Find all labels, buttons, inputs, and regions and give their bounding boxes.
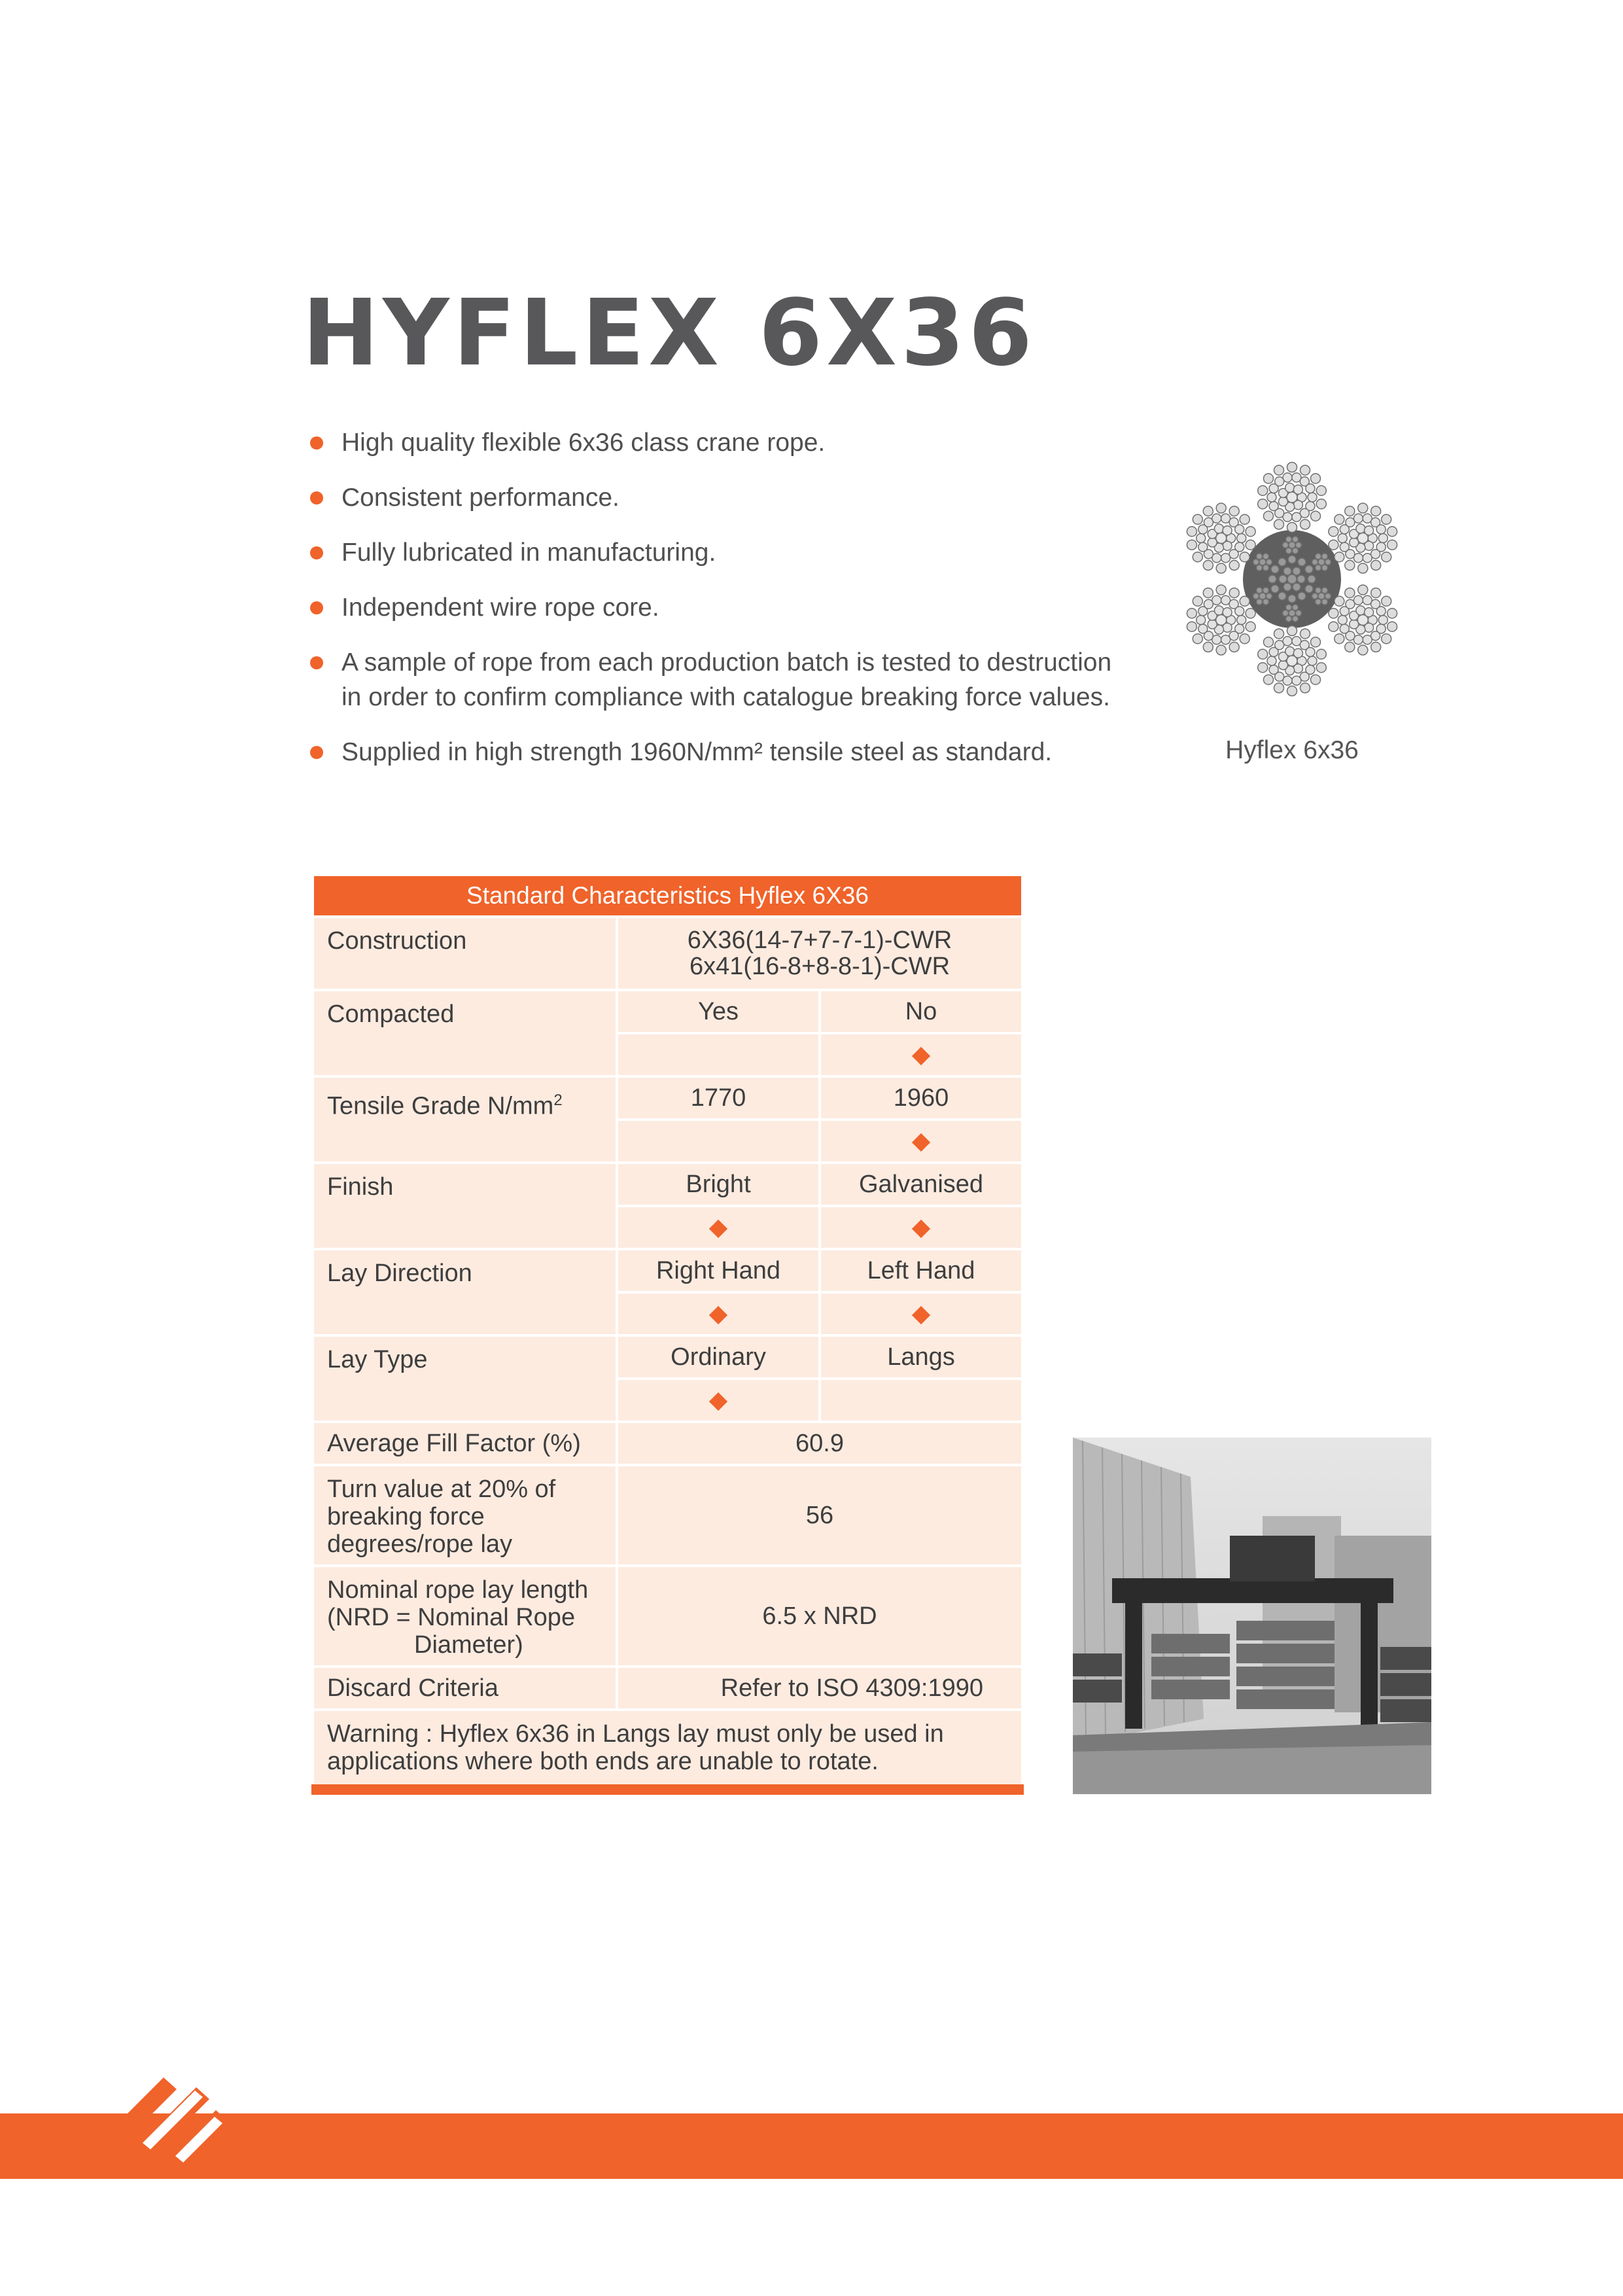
rope-wire <box>1363 635 1372 645</box>
rope-wire <box>1316 649 1326 659</box>
rope-wire <box>1257 588 1263 593</box>
rope-wire <box>1263 599 1269 605</box>
rope-wire <box>1193 514 1202 524</box>
rope-wire <box>1297 575 1305 583</box>
option-cell: 1770 <box>617 1076 820 1120</box>
rope-wire <box>1316 486 1326 495</box>
rope-wire <box>1223 541 1232 550</box>
rope-wire <box>1311 511 1321 521</box>
rope-wire <box>1340 624 1349 633</box>
rope-wire <box>1257 565 1263 571</box>
rope-wire <box>1387 622 1397 631</box>
rope-wire <box>1286 537 1292 542</box>
rope-wire <box>1382 596 1391 606</box>
rope-wire <box>1258 486 1268 495</box>
rope-wire <box>1371 506 1381 516</box>
rope-wire <box>1287 523 1297 533</box>
fill-factor-value: 60.9 <box>617 1422 1022 1465</box>
option-cell: 1960 <box>820 1076 1022 1120</box>
rope-wire <box>1271 565 1279 573</box>
rope-wire <box>1338 616 1347 625</box>
rope-wire <box>1283 637 1292 646</box>
diamond-marker-icon <box>912 1219 930 1237</box>
feature-list <box>307 425 1132 790</box>
rope-wire <box>1292 676 1301 685</box>
rope-wire <box>1287 686 1297 696</box>
rope-wire <box>1259 559 1266 565</box>
page-title: HYFLEX 6X36 <box>302 280 1036 387</box>
rope-wire <box>1293 648 1302 658</box>
rope-wire <box>1198 542 1208 552</box>
table-row <box>313 1422 1022 1465</box>
rope-wire <box>1187 622 1196 631</box>
lay-type-label: Lay Type <box>313 1335 617 1422</box>
rope-wire <box>1283 567 1291 575</box>
rope-wire <box>1266 559 1272 565</box>
rope-wire <box>1263 588 1269 593</box>
rope-wire <box>1196 534 1206 543</box>
rope-wire <box>1305 585 1313 593</box>
rope-wire <box>1286 548 1292 554</box>
rope-wire <box>1246 527 1255 537</box>
rope-wire <box>1376 607 1386 616</box>
bullet-icon <box>310 746 323 759</box>
rope-wire <box>1283 542 1289 548</box>
rope-wire <box>1187 527 1196 537</box>
rope-wire <box>1350 620 1359 629</box>
rope-wire <box>1318 593 1325 599</box>
rope-wire <box>1266 593 1272 599</box>
rope-wire <box>1316 554 1321 559</box>
bullet-icon <box>310 601 323 614</box>
gantry-crane-photo <box>1073 1438 1431 1794</box>
rope-wire <box>1283 583 1291 591</box>
rope-wire <box>1311 637 1321 647</box>
rope-wire <box>1322 554 1328 559</box>
rope-wire <box>1376 525 1386 534</box>
table-row <box>313 917 1022 990</box>
table-header-row <box>313 875 1022 917</box>
rope-wire <box>1288 595 1296 603</box>
compacted-label: Compacted <box>313 990 617 1076</box>
brand-stripes-logo <box>105 2058 236 2176</box>
rope-wire <box>1325 593 1331 599</box>
rope-wire <box>1208 620 1217 629</box>
rope-wire <box>1358 563 1368 573</box>
rope-wire <box>1216 645 1226 655</box>
rope-wire <box>1292 512 1301 521</box>
feature-item: Supplied in high strength 1960N/mm² tensile steel as standard. <box>307 735 1132 769</box>
table-row <box>313 1465 1022 1566</box>
rope-wire <box>1264 474 1274 484</box>
warning-text: Warning : Hyflex 6x36 in Langs lay must only be used in applications where both ends are unable to rotate. <box>313 1710 1022 1790</box>
rope-wire <box>1316 599 1321 605</box>
rope-wire <box>1263 565 1269 571</box>
rope-wire <box>1306 484 1315 493</box>
rope-wire <box>1212 514 1221 523</box>
rope-wire <box>1216 585 1226 595</box>
rope-wire <box>1221 554 1230 563</box>
rope-wire <box>1203 642 1213 652</box>
table-row <box>313 1335 1022 1379</box>
rope-wire <box>1335 596 1344 606</box>
rope-wire <box>1214 524 1223 533</box>
rope-wire <box>1285 483 1295 492</box>
bullet-icon <box>310 436 323 450</box>
option-cell: Galvanised <box>820 1163 1022 1206</box>
rope-wire <box>1300 520 1310 529</box>
rope-wire <box>1293 485 1302 494</box>
rope-wire <box>1293 605 1299 610</box>
rope-wire <box>1365 541 1374 550</box>
rope-wire <box>1279 497 1288 506</box>
rope-wire <box>1353 595 1363 605</box>
rope-wire <box>1257 599 1263 605</box>
rope-wire <box>1382 552 1391 562</box>
rope-wire <box>1279 661 1288 670</box>
rope-wire <box>1263 554 1269 559</box>
rope-wire <box>1229 588 1239 598</box>
rope-wire <box>1287 463 1297 472</box>
rope-wire <box>1257 554 1263 559</box>
rope-wire <box>1322 588 1328 593</box>
rope-wire <box>1237 616 1246 625</box>
rope-wire <box>1240 514 1249 524</box>
rope-cross-section-image <box>1155 432 1429 733</box>
table-row <box>313 1076 1022 1120</box>
diamond-marker-icon <box>912 1133 930 1151</box>
rope-wire <box>1316 588 1321 593</box>
rope-wire <box>1279 575 1287 583</box>
footer-bar <box>0 2113 1623 2179</box>
table-row <box>313 1163 1022 1206</box>
rope-wire <box>1253 593 1259 599</box>
rope-wire <box>1345 560 1355 570</box>
turn-value-value: 56 <box>617 1465 1022 1566</box>
rope-wire <box>1296 542 1302 548</box>
rope-wire <box>1300 465 1310 475</box>
rope-wire <box>1278 558 1286 566</box>
rope-wire <box>1240 596 1249 606</box>
rope-wire <box>1356 606 1365 615</box>
rope-caption: Hyflex 6x36 <box>1225 736 1359 764</box>
option-cell: Bright <box>617 1163 820 1206</box>
rope-wire <box>1246 609 1255 618</box>
rope-wire <box>1271 585 1279 593</box>
rope-wire <box>1269 502 1278 511</box>
rope-wire <box>1293 583 1300 591</box>
rope-wire <box>1264 675 1274 684</box>
rope-wire <box>1278 592 1286 600</box>
rope-wire <box>1274 629 1284 639</box>
rope-wire <box>1274 465 1284 475</box>
rope-wire <box>1335 634 1344 644</box>
rope-wire <box>1240 552 1249 562</box>
rope-wire <box>1214 606 1223 615</box>
rope-wire <box>1316 499 1326 509</box>
rope-wire <box>1283 610 1289 616</box>
rope-wire <box>1306 648 1315 657</box>
rope-wire <box>1237 534 1246 543</box>
option-cell: Langs <box>820 1335 1022 1379</box>
rope-wire <box>1196 616 1206 625</box>
rope-wire <box>1285 646 1295 656</box>
construction-value: 6X36(14-7+7-7-1)-CWR 6x41(16-8+8-8-1)-CWR <box>617 917 1022 990</box>
rope-wire <box>1340 542 1349 552</box>
rope-wire <box>1193 596 1202 606</box>
rope-wire <box>1329 540 1338 550</box>
rope-wire <box>1258 663 1268 673</box>
rope-wire <box>1259 593 1266 599</box>
rope-wire <box>1358 585 1368 595</box>
rope-wire <box>1286 616 1292 622</box>
rope-wire <box>1293 616 1299 622</box>
rope-wire <box>1308 656 1317 665</box>
rope-wire <box>1329 622 1338 631</box>
rope-wire <box>1229 506 1239 516</box>
rope-wire <box>1223 608 1232 617</box>
rope-wire <box>1350 538 1359 547</box>
rope-wire <box>1268 575 1276 583</box>
rope-wire <box>1289 542 1295 548</box>
rope-wire <box>1316 565 1321 571</box>
rope-wire <box>1287 574 1297 584</box>
rope-wire <box>1356 524 1365 533</box>
rope-wire <box>1223 623 1232 632</box>
feature-item: Consistent performance. <box>307 480 1132 515</box>
rope-wire <box>1287 626 1297 636</box>
feature-item: High quality flexible 6x36 class crane rope. <box>307 425 1132 460</box>
discard-value: Refer to ISO 4309:1990 <box>617 1667 1022 1710</box>
rope-wire <box>1193 634 1202 644</box>
turn-value-label: Turn value at 20% of breaking force degrees/rope lay <box>313 1465 617 1566</box>
rope-wire <box>1308 575 1316 583</box>
fill-factor-label: Average Fill Factor (%) <box>313 1422 617 1465</box>
rope-wire <box>1203 506 1213 516</box>
tensile-label: Tensile Grade $N/mm^2$ <box>313 1076 617 1163</box>
diamond-marker-icon <box>912 1046 930 1065</box>
rope-wire <box>1382 514 1391 524</box>
rope-wire <box>1298 558 1306 566</box>
rope-wire <box>1300 629 1310 639</box>
rope-wire <box>1258 499 1268 509</box>
rope-wire <box>1212 595 1221 605</box>
rope-wire <box>1311 675 1321 684</box>
discard-label: Discard Criteria <box>313 1667 617 1710</box>
feature-item: A sample of rope from each production batch is tested to destruction in order to confirm compliance with catalogue breaking force values. <box>307 645 1132 715</box>
rope-wire <box>1264 637 1274 647</box>
rope-wire <box>1378 616 1387 625</box>
rope-wire <box>1286 605 1292 610</box>
rope-wire <box>1187 540 1196 550</box>
diamond-marker-icon <box>709 1305 727 1324</box>
rope-wire <box>1322 599 1328 605</box>
lay-length-label: Nominal rope lay length (NRD = Nominal Rope Diameter) <box>313 1566 617 1667</box>
rope-wire <box>1308 493 1317 502</box>
rope-wire <box>1293 537 1299 542</box>
construction-label: Construction <box>313 917 617 990</box>
rope-wire <box>1216 503 1226 513</box>
rope-wire <box>1274 683 1284 693</box>
option-cell: Left Hand <box>820 1249 1022 1292</box>
rope-wire <box>1267 656 1276 665</box>
rope-wire <box>1253 559 1259 565</box>
rope-wire <box>1316 663 1326 673</box>
diamond-marker-icon <box>709 1392 727 1410</box>
rope-wire <box>1208 538 1217 547</box>
bullet-icon <box>310 656 323 669</box>
rope-wire <box>1283 473 1292 482</box>
rope-wire <box>1387 527 1397 537</box>
rope-wire <box>1293 501 1302 510</box>
rope-wire <box>1312 593 1318 599</box>
option-cell: Yes <box>617 990 820 1033</box>
diamond-marker-icon <box>709 1219 727 1237</box>
table-row <box>313 1710 1022 1790</box>
rope-wire <box>1365 526 1374 535</box>
rope-wire <box>1387 540 1397 550</box>
rope-wire <box>1187 609 1196 618</box>
rope-wire <box>1329 527 1338 537</box>
rope-wire <box>1229 642 1239 652</box>
option-cell: No <box>820 990 1022 1033</box>
rope-wire <box>1269 665 1278 675</box>
rope-wire <box>1345 506 1355 516</box>
rope-wire <box>1229 560 1239 570</box>
rope-wire <box>1335 552 1344 562</box>
rope-wire <box>1378 534 1387 543</box>
lay-length-value: 6.5 x NRD <box>617 1566 1022 1667</box>
rope-wire <box>1312 559 1318 565</box>
rope-wire <box>1198 624 1208 633</box>
rope-wire <box>1358 645 1368 655</box>
rope-wire <box>1358 503 1368 513</box>
rope-wire <box>1240 634 1249 644</box>
rope-wire <box>1223 526 1232 535</box>
rope-wire <box>1329 609 1338 618</box>
rope-wire <box>1203 560 1213 570</box>
rope-wire <box>1300 683 1310 693</box>
rope-wire <box>1264 511 1274 521</box>
table-row <box>313 990 1022 1033</box>
bullet-icon <box>310 491 323 504</box>
rope-wire <box>1258 649 1268 659</box>
option-cell: Ordinary <box>617 1335 820 1379</box>
rope-wire <box>1216 563 1226 573</box>
rope-wire <box>1338 534 1347 543</box>
rope-wire <box>1193 552 1202 562</box>
rope-wire <box>1289 610 1295 616</box>
option-cell: Right Hand <box>617 1249 820 1292</box>
rope-wire <box>1221 635 1230 645</box>
rope-wire <box>1371 560 1381 570</box>
bullet-icon <box>310 546 323 559</box>
table-row <box>313 1249 1022 1292</box>
rope-wire <box>1318 559 1325 565</box>
rope-wire <box>1365 623 1374 632</box>
rope-wire <box>1288 556 1296 563</box>
table-row <box>313 1667 1022 1710</box>
spec-table <box>311 874 1024 1795</box>
rope-wire <box>1235 525 1244 534</box>
rope-wire <box>1325 559 1331 565</box>
rope-wire <box>1371 642 1381 652</box>
table-header: Standard Characteristics Hyflex 6X36 <box>313 875 1022 917</box>
rope-wire <box>1365 608 1374 617</box>
feature-item: Independent wire rope core. <box>307 590 1132 625</box>
rope-wire <box>1296 610 1302 616</box>
rope-wire <box>1311 474 1321 484</box>
rope-wire <box>1298 592 1306 600</box>
rope-wire <box>1246 622 1255 631</box>
rope-wire <box>1293 548 1299 554</box>
rope-wire <box>1293 567 1300 575</box>
table-row <box>313 1566 1022 1667</box>
rope-wire <box>1363 554 1372 563</box>
rope-wire <box>1274 520 1284 529</box>
rope-wire <box>1345 642 1355 652</box>
rope-wire <box>1345 588 1355 598</box>
rope-wire <box>1353 514 1363 523</box>
rope-wire <box>1246 540 1255 550</box>
rope-wire <box>1203 588 1213 598</box>
rope-wire <box>1335 514 1344 524</box>
rope-wire <box>1382 634 1391 644</box>
rope-wire <box>1322 565 1328 571</box>
finish-label: Finish <box>313 1163 617 1249</box>
rope-wire <box>1267 493 1276 502</box>
rope-wire <box>1293 664 1302 673</box>
lay-direction-label: Lay Direction <box>313 1249 617 1335</box>
rope-wire <box>1387 609 1397 618</box>
rope-wire <box>1371 588 1381 598</box>
rope-wire <box>1305 565 1313 573</box>
diamond-marker-icon <box>912 1305 930 1324</box>
rope-wire <box>1235 607 1244 616</box>
feature-item: Fully lubricated in manufacturing. <box>307 535 1132 570</box>
